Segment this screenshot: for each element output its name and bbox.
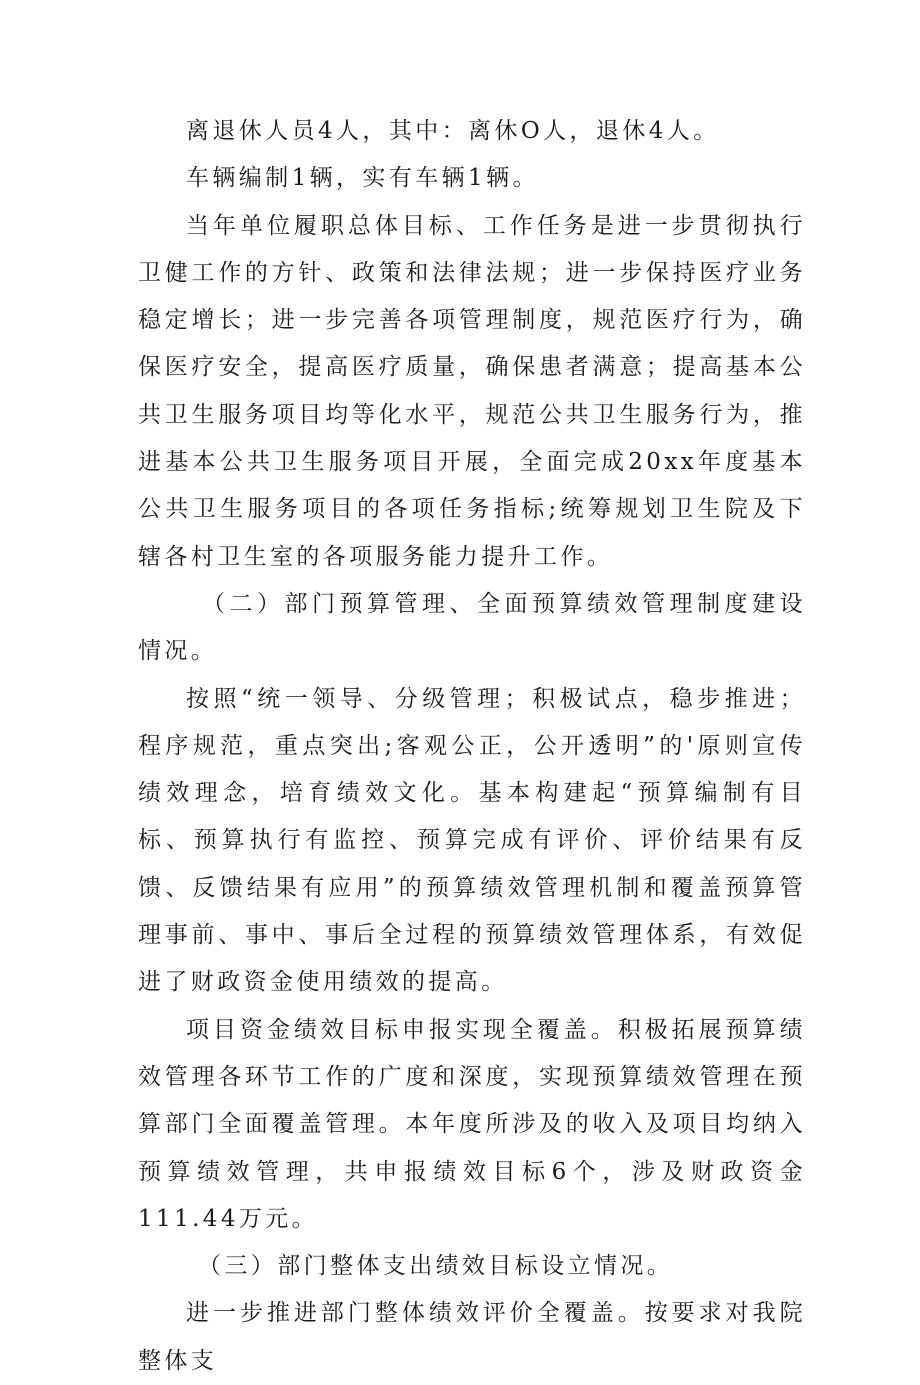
paragraph-overall-evaluation: 进一步推进部门整体绩效评价全覆盖。按要求对我院整体支: [138, 1300, 806, 1374]
paragraph-vehicles: 车辆编制1辆，实有车辆1辆。: [186, 165, 539, 192]
section-heading-3: （三）部门整体支出绩效目标设立情况。: [198, 1253, 674, 1280]
paragraph-project-funds: 项目资金绩效目标申报实现全覆盖。积极拓展预算绩效管理各环节工作的广度和深度，实现预算绩效管理在预算部门全面覆盖管理。本年度所涉及的收入及项目均纳入预算绩效管理，共申报绩效目标6个，涉及财政资金111.44万元。: [138, 1016, 806, 1232]
section-heading-2: （二）部门预算管理、全面预算绩效管理制度建设情况。: [138, 590, 806, 665]
document-body: [138, 108, 806, 1385]
paragraph-retirees: 离退休人员4人，其中：离休O人，退休4人。: [186, 118, 720, 144]
paragraph-annual-goals: 当年单位履职总体目标、工作任务是进一步贯彻执行卫健工作的方针、政策和法律法规；进一步保持医疗业务稳定增长；进一步完善各项管理制度，规范医疗行为，确保医疗安全，提高医疗质量，确保患者满意；提高基本公共卫生服务项目均等化水平，规范公共卫生服务行为，推进基本公共卫生服务项目开展，全面完成20xx年度基本公共卫生服务项目的各项任务指标;统筹规划卫生院及下辖各村卫生室的各项服务能力提升工作。: [138, 212, 806, 570]
paragraph-performance-principles: 按照“统一领导、分级管理；积极试点，稳步推进；程序规范，重点突出;客观公正，公开透明”的'原则宣传绩效理念，培育绩效文化。基本构建起“预算编制有目标、预算执行有监控、预算完成有评价、评价结果有反馈、反馈结果有应用”的预算绩效管理机制和覆盖预算管理事前、事中、事后全过程的预算绩效管理体系，有效促进了财政资金使用绩效的提高。: [138, 685, 806, 996]
